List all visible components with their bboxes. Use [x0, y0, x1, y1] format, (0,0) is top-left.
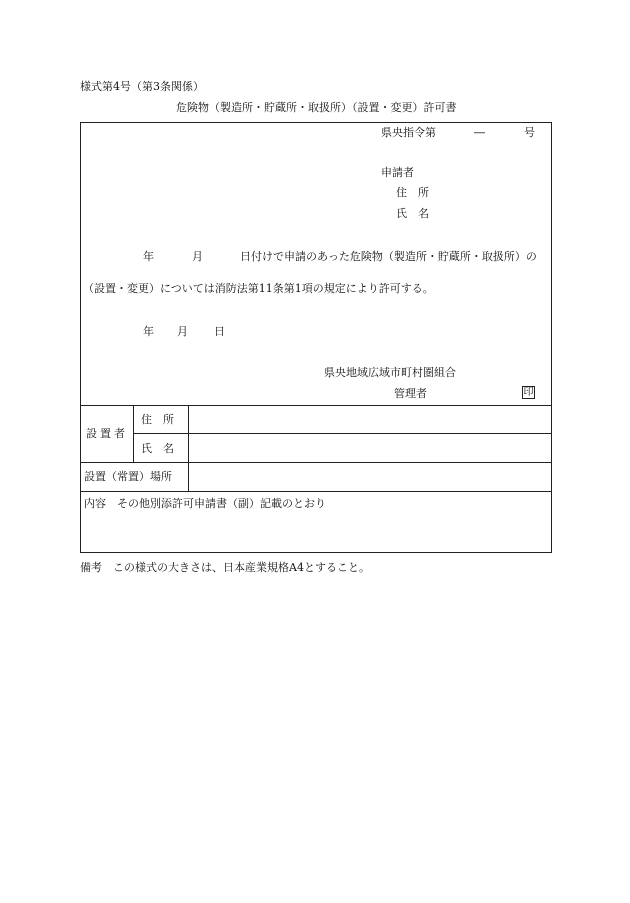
installer-bottom-line	[80, 462, 552, 463]
applicant-address-label: 住 所	[396, 186, 429, 199]
applicant-label: 申請者	[381, 166, 414, 179]
issue-month: 月	[177, 325, 188, 338]
form-number: 様式第4号（第3条関係）	[80, 80, 204, 93]
installer-name-label: 氏 名	[141, 442, 174, 455]
table-top-line	[80, 405, 552, 406]
location-bottom-line	[80, 491, 552, 492]
body-line1: 日付けで申請のあった危険物（製造所・貯蔵所・取扱所）の	[240, 250, 537, 263]
installer-mid-line	[133, 433, 552, 434]
issuer-organization: 県央地域広域市町村圏組合	[324, 366, 456, 379]
document-title: 危険物（製造所・貯蔵所・取扱所）（設置・変更）許可書	[176, 101, 457, 114]
body-line2: （設置・変更）については消防法第11条第1項の規定により許可する。	[83, 282, 434, 295]
permit-number-prefix: 県央指令第	[381, 126, 436, 139]
installer-label: 設置者	[86, 427, 128, 440]
remarks: 備考 この様式の大きさは、日本産業規格A4とすること。	[80, 561, 370, 574]
seal-mark: 印	[523, 387, 534, 398]
issuer-title: 管理者	[394, 387, 427, 400]
installer-divider	[133, 405, 134, 462]
body-month: 月	[192, 250, 203, 263]
permit-number-dash: ―	[474, 126, 485, 139]
body-year: 年	[143, 250, 154, 263]
location-label: 設置（常置）場所	[84, 470, 172, 483]
issue-day: 日	[214, 325, 225, 338]
value-divider	[188, 405, 189, 491]
installer-address-label: 住 所	[141, 413, 174, 426]
applicant-name-label: 氏 名	[396, 207, 429, 220]
contents-label: 内容 その他別添許可申請書（副）記載のとおり	[84, 497, 326, 510]
issue-year: 年	[143, 325, 154, 338]
permit-number-suffix: 号	[524, 126, 535, 139]
